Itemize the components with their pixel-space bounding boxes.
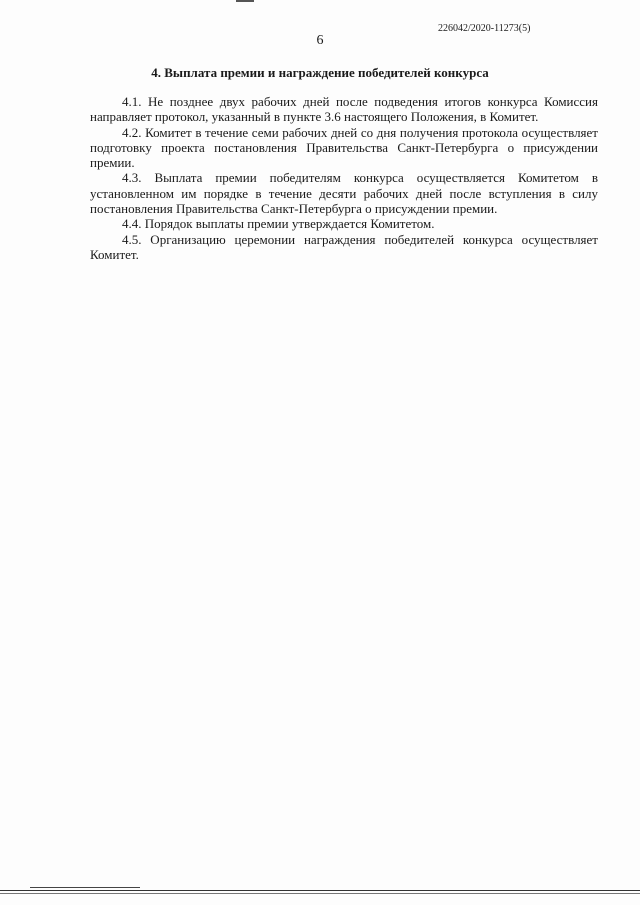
paragraph-4-2: 4.2. Комитет в течение семи рабочих дней со дня получения протокола осуществляет подготовку проекта постановления Правительства Санкт-Петербурга о присуждении премии. [90, 124, 598, 171]
footer-rule [0, 890, 640, 891]
footer-rule-lower [0, 893, 640, 894]
section-title: 4. Выплата премии и награждение победителей конкурса [151, 65, 489, 80]
document-number: 226042/2020-11273(5) [438, 23, 531, 34]
paragraph-4-3: 4.3. Выплата премии победителям конкурса осуществляется Комитетом в установленном им порядке в течение десяти рабочих дней после вступления в силу постановления Правительства Санкт-Петербурга о присуждении премии. [90, 170, 598, 217]
scan-mark [236, 0, 254, 2]
paragraph-4-4: 4.4. Порядок выплаты премии утверждается Комитетом. [122, 216, 435, 232]
footer-rule-short [30, 887, 140, 888]
page-number: 6 [316, 33, 324, 48]
section-body [90, 94, 598, 262]
paragraph-4-1: 4.1. Не позднее двух рабочих дней после подведения итогов конкурса Комиссия направляет протокол, указанный в пункте 3.6 настоящего Положения, в Комитет. [90, 94, 598, 125]
paragraph-4-5: 4.5. Организацию церемонии награждения победителей конкурса осуществляет Комитет. [90, 231, 598, 262]
